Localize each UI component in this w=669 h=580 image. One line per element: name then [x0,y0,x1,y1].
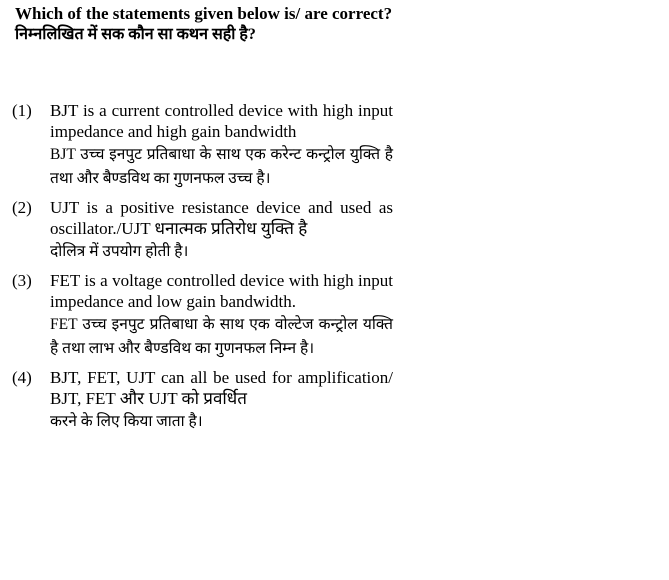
option-number: (2) [12,198,32,217]
option-number: (3) [12,271,32,290]
option-4 [12,367,393,434]
option-3 [12,270,393,361]
option-text-english: BJT, FET, UJT can all be used for amplification/ BJT, FET और UJT को प्रवर्धित [50,368,393,408]
option-text-hindi: FET उच्च इनपुट प्रतिबाधा के साथ एक वोल्टेज कन्ट्रोल यक्ति है तथा लाभ और बैण्डविथ का गुणनफल निम्न है। [50,316,393,357]
option-text-hindi: BJT उच्च इनपुट प्रतिबाधा के साथ एक करेन्ट कन्ट्रोल युक्ति है तथा और बैण्डविथ का गुणनफल उच्च है। [50,146,393,187]
option-text-hindi: दोलित्र में उपयोग होती है। [50,243,189,260]
question-block [15,3,393,46]
option-text-english: BJT is a current controlled device with high input impedance and high gain bandwidth [50,101,393,141]
option-text-english: UJT is a positive resistance device and used as oscillator./UJT धनात्मक प्रतिरोध युक्ति है [50,198,393,238]
option-number: (4) [12,368,32,387]
option-2 [12,197,393,264]
option-1 [12,100,393,191]
question-text-hindi: निम्नलिखित में सक कौन सा कथन सही है? [15,26,256,43]
option-text-english: FET is a voltage controlled device with high input impedance and low gain bandwidth. [50,271,393,311]
question-text-english: Which of the statements given below is/ are correct? [15,4,393,23]
options-list [12,100,393,440]
option-number: (1) [12,101,32,120]
option-text-hindi: करने के लिए किया जाता है। [50,413,203,430]
